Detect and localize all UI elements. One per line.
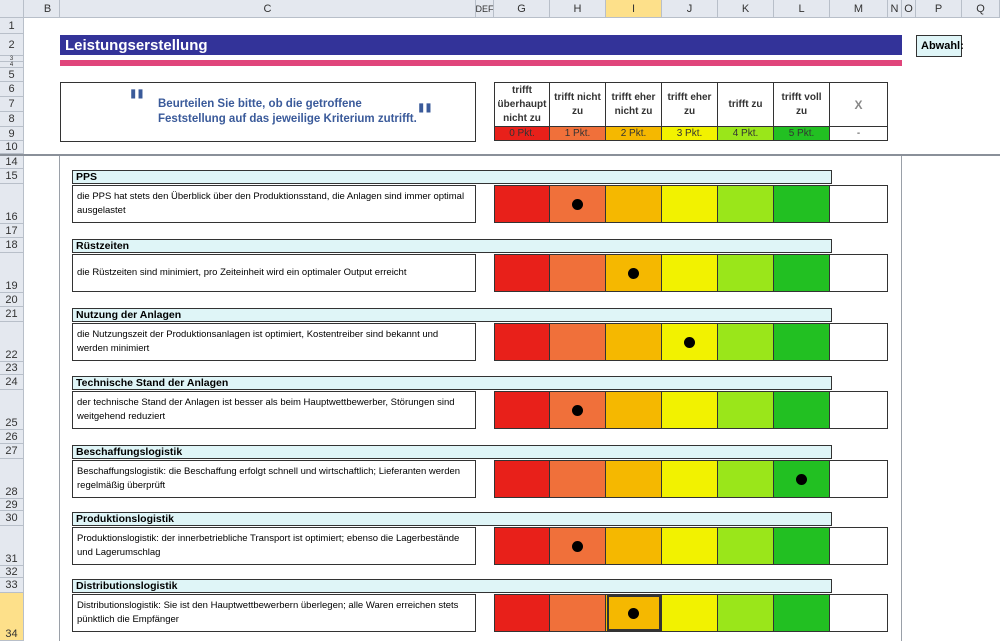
rating-cell-technische-stand-der-anlagen-3[interactable] [662,391,718,429]
column-header-p[interactable]: P [916,0,962,18]
abwahl-field[interactable]: Abwahl: [916,35,962,57]
row-header-32[interactable]: 32 [0,566,24,578]
column-header-h[interactable]: H [550,0,606,18]
scale-points-3: 3 Pkt. [662,127,718,141]
title-underline [60,60,902,66]
column-header-l[interactable]: L [774,0,830,18]
row-header-5[interactable]: 5 [0,68,24,82]
scale-points-5: 5 Pkt. [774,127,830,141]
rating-cell-nutzung-der-anlagen-0[interactable] [494,323,550,361]
rating-cell-pps-0[interactable] [494,185,550,223]
row-header-3[interactable]: 3 [0,56,24,62]
rating-cell-distributionslogistik-4[interactable] [718,594,774,632]
rating-cell-technische-stand-der-anlagen-5[interactable] [774,391,830,429]
selected-marker-icon [796,474,807,485]
abstain-header: X [830,82,888,127]
rating-cell-rüstzeiten-4[interactable] [718,254,774,292]
column-header-m[interactable]: M [830,0,888,18]
rating-cell-distributionslogistik-5[interactable] [774,594,830,632]
rating-cell-nutzung-der-anlagen-5[interactable] [774,323,830,361]
row-header-18[interactable]: 18 [0,238,24,253]
row-header-22[interactable]: 22 [0,322,24,362]
rating-cell-distributionslogistik-0[interactable] [494,594,550,632]
row-header-1[interactable]: 1 [0,18,24,34]
abstain-cell-produktionslogistik[interactable] [830,527,888,565]
category-header-produktionslogistik: Produktionslogistik [72,512,832,526]
row-header-26[interactable]: 26 [0,430,24,444]
row-header-19[interactable]: 19 [0,253,24,293]
rating-cell-nutzung-der-anlagen-1[interactable] [550,323,606,361]
selected-marker-icon [628,268,639,279]
row-header-30[interactable]: 30 [0,511,24,526]
rating-cell-beschaffungslogistik-2[interactable] [606,460,662,498]
rating-cell-pps-3[interactable] [662,185,718,223]
column-header-q[interactable]: Q [962,0,1000,18]
row-header-29[interactable]: 29 [0,499,24,511]
open-quote-icon: " [128,83,146,123]
selected-marker-icon [684,337,695,348]
row-header-7[interactable]: 7 [0,97,24,112]
rating-cell-beschaffungslogistik-4[interactable] [718,460,774,498]
column-header-def[interactable]: DEF [476,0,494,18]
row-header-4[interactable]: 4 [0,62,24,68]
rating-cell-technische-stand-der-anlagen-0[interactable] [494,391,550,429]
rating-cell-nutzung-der-anlagen-3[interactable] [662,323,718,361]
criterion-text-rüstzeiten: die Rüstzeiten sind minimiert, pro Zeiteinheit wird ein optimaler Output erreicht [72,254,476,292]
row-header-24[interactable]: 24 [0,375,24,390]
scale-points-0: 0 Pkt. [494,127,550,141]
scale-points-4: 4 Pkt. [718,127,774,141]
rating-cell-technische-stand-der-anlagen-4[interactable] [718,391,774,429]
row-header-14[interactable]: 14 [0,156,24,169]
rating-cell-produktionslogistik-5[interactable] [774,527,830,565]
row-header-17[interactable]: 17 [0,224,24,238]
scale-header-0: trifft überhaupt nicht zu [494,82,550,127]
rating-cell-technische-stand-der-anlagen-1[interactable] [550,391,606,429]
row-header-31[interactable]: 31 [0,526,24,566]
row-header-28[interactable]: 28 [0,459,24,499]
rating-cell-produktionslogistik-3[interactable] [662,527,718,565]
row-header-2[interactable]: 2 [0,34,24,56]
row-header-8[interactable]: 8 [0,112,24,127]
scale-header-1: trifft nicht zu [550,82,606,127]
rating-cell-rüstzeiten-1[interactable] [550,254,606,292]
abstain-cell-technische-stand-der-anlagen[interactable] [830,391,888,429]
column-header-c[interactable]: C [60,0,476,18]
row-header-23[interactable]: 23 [0,362,24,375]
rating-cell-nutzung-der-anlagen-2[interactable] [606,323,662,361]
column-header-j[interactable]: J [662,0,718,18]
row-header-27[interactable]: 27 [0,444,24,459]
rating-cell-produktionslogistik-2[interactable] [606,527,662,565]
rating-cell-nutzung-der-anlagen-4[interactable] [718,323,774,361]
scale-header-4: trifft zu [718,82,774,127]
abstain-cell-distributionslogistik[interactable] [830,594,888,632]
abstain-cell-rüstzeiten[interactable] [830,254,888,292]
row-header-10[interactable]: 10 [0,141,24,154]
scale-header-5: trifft voll zu [774,82,830,127]
row-header-34[interactable]: 34 [0,593,24,641]
rating-cell-produktionslogistik-0[interactable] [494,527,550,565]
instruction-line-2: Feststellung auf das jeweilige Kriterium zutrifft. [158,113,417,125]
category-header-technische-stand-der-anlagen: Technische Stand der Anlagen [72,376,832,390]
rating-cell-pps-5[interactable] [774,185,830,223]
column-header-k[interactable]: K [718,0,774,18]
scale-points-1: 1 Pkt. [550,127,606,141]
selected-marker-icon [572,405,583,416]
rating-cell-beschaffungslogistik-3[interactable] [662,460,718,498]
rating-cell-rüstzeiten-0[interactable] [494,254,550,292]
abstain-cell-nutzung-der-anlagen[interactable] [830,323,888,361]
column-header-o[interactable]: O [902,0,916,18]
rating-cell-rüstzeiten-3[interactable] [662,254,718,292]
sheet-right-border [901,156,902,641]
row-header-21[interactable]: 21 [0,307,24,322]
rating-cell-beschaffungslogistik-1[interactable] [550,460,606,498]
rating-cell-pps-1[interactable] [550,185,606,223]
criterion-text-beschaffungslogistik: Beschaffungslogistik: die Beschaffung erfolgt schnell und wirtschaftlich; Lieferanten werden regelmäßig überprüft [72,460,476,498]
rating-cell-pps-4[interactable] [718,185,774,223]
rating-cell-distributionslogistik-1[interactable] [550,594,606,632]
rating-cell-technische-stand-der-anlagen-2[interactable] [606,391,662,429]
category-header-pps: PPS [72,170,832,184]
row-header-15[interactable]: 15 [0,169,24,184]
selected-marker-icon [572,541,583,552]
criterion-text-produktionslogistik: Produktionslogistik: der innerbetriebliche Transport ist optimiert; ebenso die Lagerbestände und Lagerumschlag [72,527,476,565]
selected-marker-icon [628,608,639,619]
row-header-20[interactable]: 20 [0,293,24,307]
column-header-n[interactable]: N [888,0,902,18]
sheet-title: Leistungserstellung [60,35,902,55]
close-quote-icon: " [416,97,434,137]
scale-points-2: 2 Pkt. [606,127,662,141]
column-header-g[interactable]: G [494,0,550,18]
row-header-16[interactable]: 16 [0,184,24,224]
criterion-text-nutzung-der-anlagen: die Nutzungszeit der Produktionsanlagen ist optimiert, Kostentreiber sind bekannt und werden minimiert [72,323,476,361]
select-all-corner[interactable] [0,0,24,18]
category-header-rüstzeiten: Rüstzeiten [72,239,832,253]
criterion-text-distributionslogistik: Distributionslogistik: Sie ist den Hauptwettbewerbern überlegen; alle Waren erreichen stets pünktlich die Empfänger [72,594,476,632]
rating-cell-rüstzeiten-2[interactable] [606,254,662,292]
abstain-cell-beschaffungslogistik[interactable] [830,460,888,498]
rating-cell-produktionslogistik-1[interactable] [550,527,606,565]
rating-cell-beschaffungslogistik-5[interactable] [774,460,830,498]
criterion-text-pps: die PPS hat stets den Überblick über den Produktionsstand, die Anlagen sind immer optimal ausgelastet [72,185,476,223]
selected-marker-icon [572,199,583,210]
sheet-left-border [59,156,60,641]
instruction-line-1: Beurteilen Sie bitte, ob die getroffene [158,98,362,110]
rating-cell-distributionslogistik-3[interactable] [662,594,718,632]
freeze-pane-divider [0,154,1000,156]
column-header-i[interactable]: I [606,0,662,18]
rating-cell-beschaffungslogistik-0[interactable] [494,460,550,498]
row-header-25[interactable]: 25 [0,390,24,430]
criterion-text-technische-stand-der-anlagen: der technische Stand der Anlagen ist besser als beim Hauptwettbewerber, Störungen sind weitgehend reduziert [72,391,476,429]
category-header-nutzung-der-anlagen: Nutzung der Anlagen [72,308,832,322]
category-header-distributionslogistik: Distributionslogistik [72,579,832,593]
row-header-9[interactable]: 9 [0,127,24,141]
scale-header-2: trifft eher nicht zu [606,82,662,127]
abstain-cell-pps[interactable] [830,185,888,223]
row-header-6[interactable]: 6 [0,82,24,97]
rating-cell-distributionslogistik-2[interactable] [606,594,662,632]
column-header-b[interactable]: B [36,0,60,18]
abstain-value: - [830,127,888,141]
row-header-33[interactable]: 33 [0,578,24,593]
rating-cell-pps-2[interactable] [606,185,662,223]
category-header-beschaffungslogistik: Beschaffungslogistik [72,445,832,459]
scale-header-3: trifft eher zu [662,82,718,127]
rating-cell-rüstzeiten-5[interactable] [774,254,830,292]
rating-cell-produktionslogistik-4[interactable] [718,527,774,565]
